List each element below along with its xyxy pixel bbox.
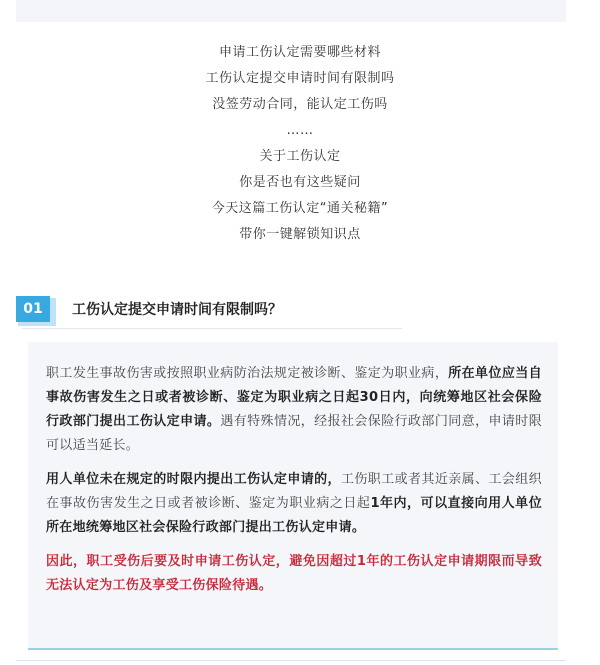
- intro-line: 关于工伤认定: [259, 149, 341, 164]
- paragraph-1-bold: 所在单位应当自事故伤害发生之日或者被诊断、鉴定为职业病之日起30日内，向统筹地区社会保险行政部门提出工伤认定申请。: [46, 366, 542, 429]
- top-banner-strip: [16, 0, 566, 22]
- paragraph-2-bold-c: 1年内，可以直接向用人单位所在地统筹地区社会保险行政部门提出工伤认定申请。: [46, 496, 542, 535]
- intro-line: 工伤认定提交申请时间有限制吗: [205, 71, 395, 86]
- intro-block: [0, 40, 600, 248]
- intro-line: 没签劳动合同，能认定工伤吗: [212, 97, 388, 112]
- paragraph-2-bold-a: 用人单位未在规定的时限内提出工伤认定申请的，: [46, 472, 341, 487]
- section-header: [16, 296, 576, 336]
- section-number-badge: 01: [16, 296, 50, 322]
- intro-ellipsis: ……: [286, 123, 314, 138]
- intro-line: 申请工伤认定需要哪些材料: [218, 45, 381, 60]
- content-panel: [28, 342, 558, 650]
- bottom-divider: [16, 660, 566, 661]
- paragraph-1-text-a: 职工发生事故伤害或按照职业病防治法规定被诊断、鉴定为职业病，: [46, 366, 449, 381]
- intro-line: 带你一键解锁知识点: [239, 227, 361, 242]
- paragraph-1-text-c: 遇有特殊情况，经报社会保险行政部门同意，申请时限可以适当延长。: [46, 414, 542, 453]
- section-title: 工伤认定提交申请时间有限制吗？: [72, 302, 282, 318]
- section-divider: [22, 328, 402, 329]
- paragraph-3-warning: 因此，职工受伤后要及时申请工伤认定，避免因超过1年的工伤认定申请期限而导致无法认定为工伤及享受工伤保险待遇。: [46, 554, 542, 593]
- paragraph-2: [46, 468, 542, 540]
- intro-line: 今天这篇工伤认定“通关秘籍”: [211, 201, 389, 216]
- paragraph-1: [46, 362, 542, 458]
- paragraph-2-text-b: 工伤职工或者其近亲属、工会组织在事故伤害发生之日或者被诊断、鉴定为职业病之日起: [46, 472, 542, 511]
- intro-line: 你是否也有这些疑问: [239, 175, 361, 190]
